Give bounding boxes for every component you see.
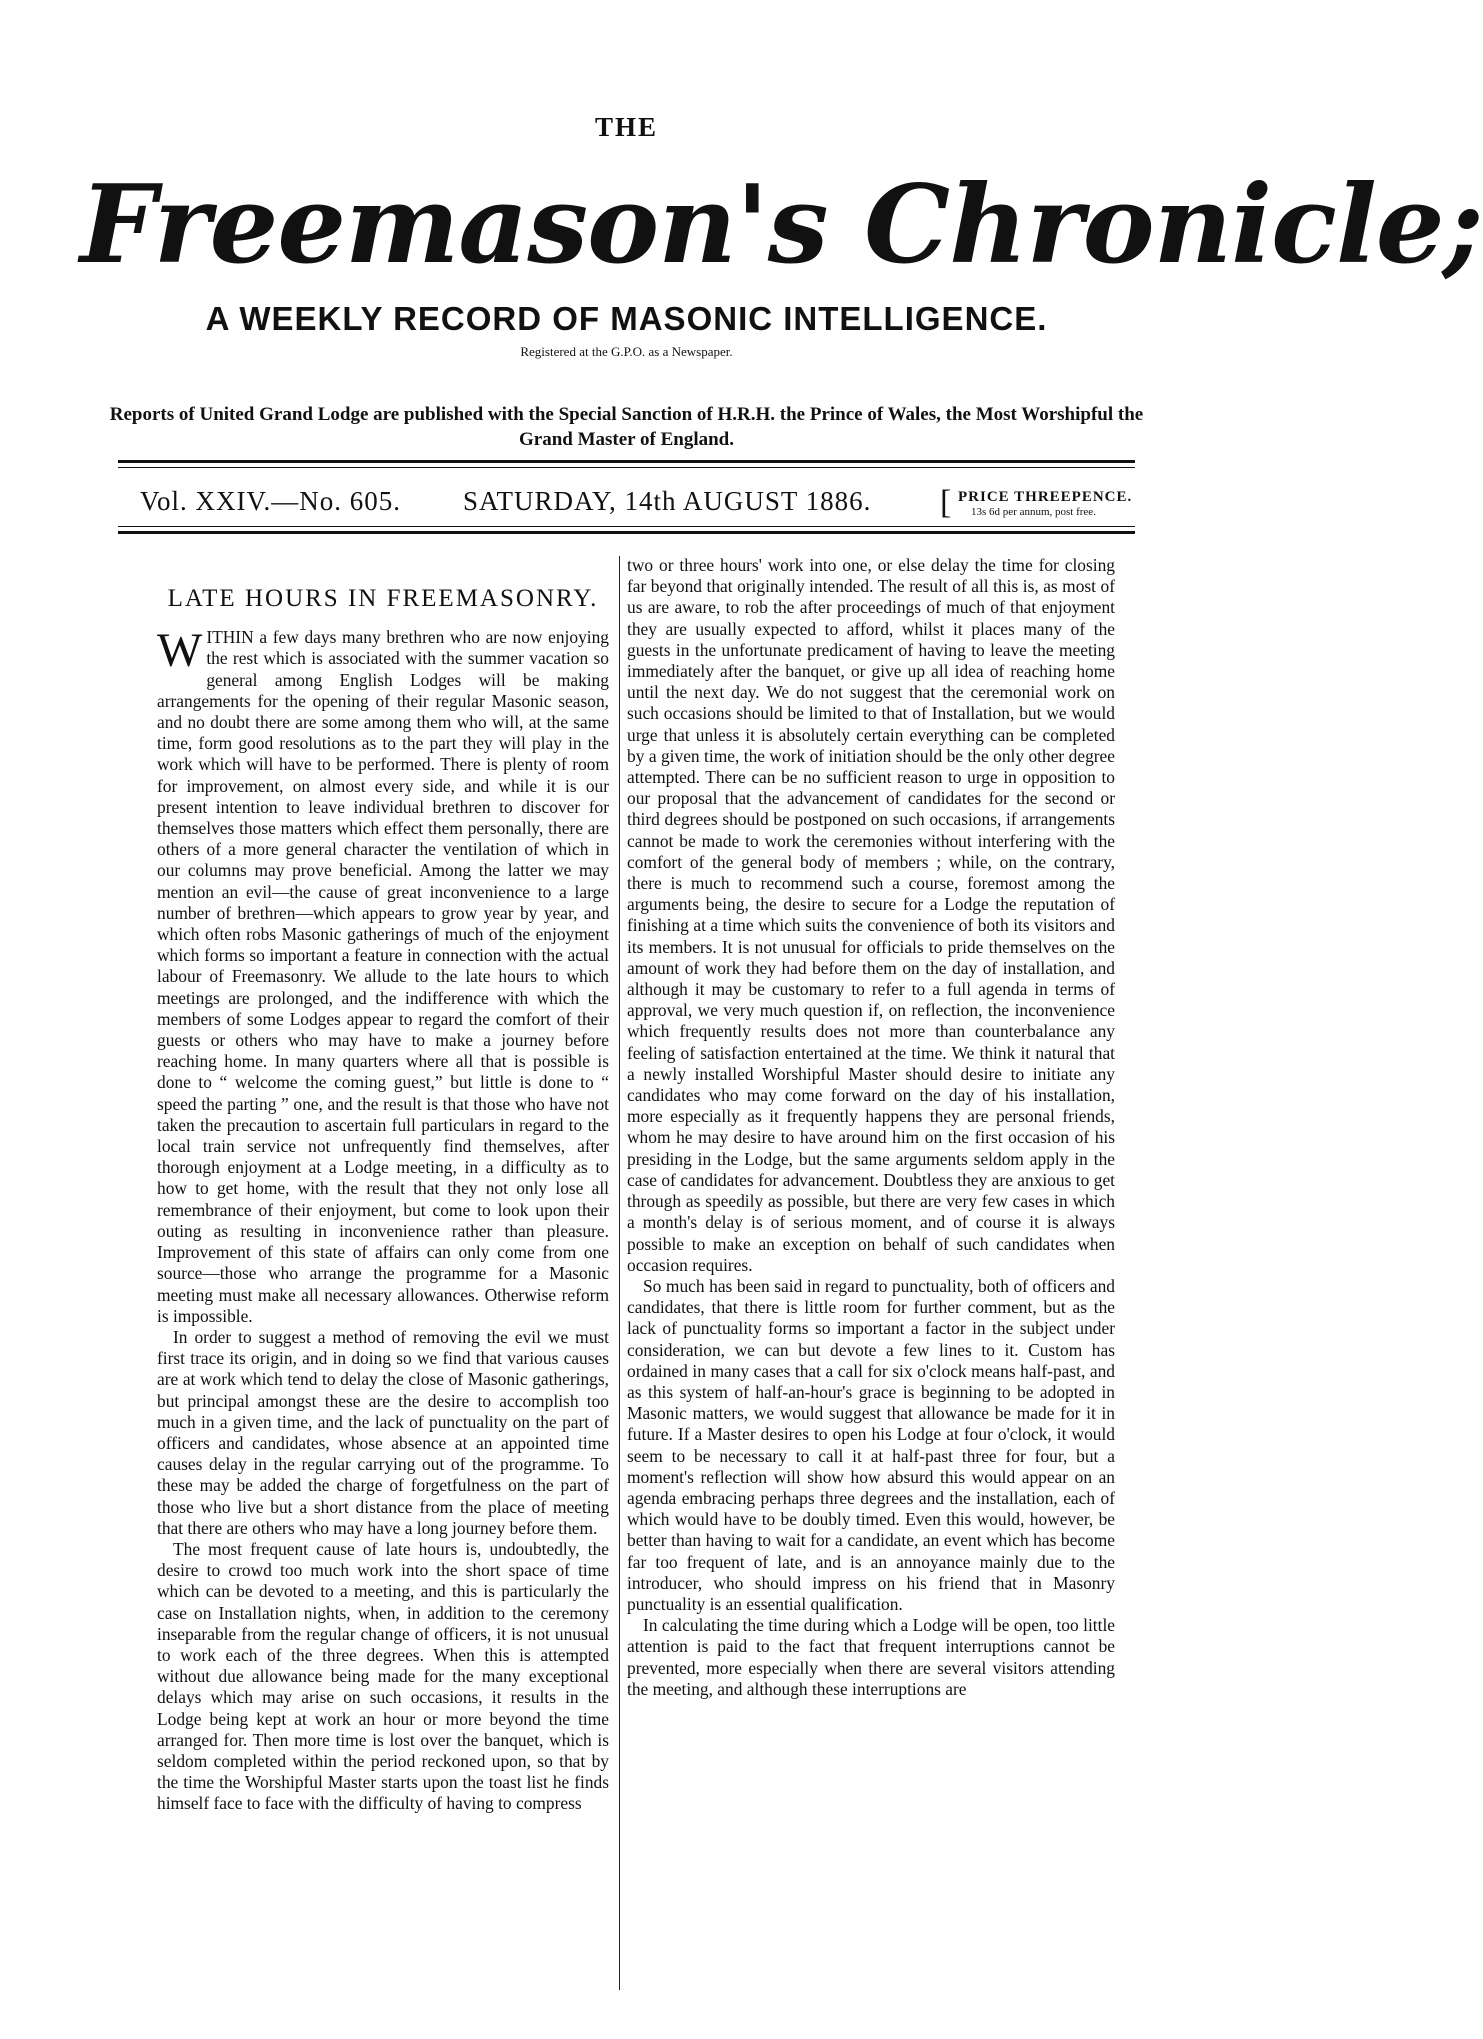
article-paragraph: In calculating the time during which a Lodge will be open, too little attention is paid to the fact that frequent interruptions cannot be prevented, more especially when there are several visitors attending the meeting, and although these interruptions are bbox=[627, 1615, 1115, 1699]
drop-cap: W bbox=[157, 624, 203, 678]
issue-rule-thin bbox=[118, 526, 1135, 527]
masthead-rule-thick bbox=[118, 460, 1135, 463]
article-headline: LATE HOURS IN FREEMASONRY. bbox=[167, 585, 599, 612]
registration-note: Registered at the G.P.O. as a Newspaper. bbox=[520, 344, 733, 359]
article-paragraph: two or three hours' work into one, or else delay the time for closing far beyond that originally intended. The result of all this is, as most of us are aware, to rob the after proceedings of much of that enjoyment they are usually expected to afford, whilst it places many of the guests in the unfortunate predicament of having to leave the meeting immediately after the banquet, or give up all idea of reaching home until the next day. We do not suggest that the ceremonial work on such occasions should be limited to that of Installation, but we would urge that unless it is absolutely certain everything can be completed by a given time, the work of initiation should be the only other degree attempted. There can be no sufficient reason to urge in opposition to our proposal that the advancement of candidates for the second or third degrees should be postponed on such occasions, if arrangements cannot be made to work the ceremonies without interfering with the comfort of the general body of members ; while, on the contrary, there is much to recommend such a course, foremost among the arguments being, the desire to secure for a Lodge the reputation of finishing at a time which suits the convenience of both its visitors and its members. It is not unusual for officials to pride themselves on the amount of work they had before them on the day of installation, and although it may be customary to refer to a full agenda in terms of approval, we very much question if, on reflection, the inconvenience which frequently results does not more than counterbalance any feeling of satisfaction entertained at the time. We think it natural that a newly installed Worshipful Master should desire to initiate any candidates who may come forward on the day of his installation, more especially as it frequently happens they are personal friends, whom he may desire to have around him on the first occasion of his presiding in the Lodge, but the same arguments seldom apply in the case of candidates for advancement. Doubtless they are anxious to get through as speedily as possible, but there are very few cases in which a month's delay is of serious moment, and of course it is always possible to make an exception on behalf of such candidates when occasion requires. bbox=[627, 555, 1115, 1275]
column-divider bbox=[619, 556, 620, 1990]
masthead-subtitle: A WEEKLY RECORD OF MASONIC INTELLIGENCE. bbox=[205, 300, 1048, 337]
article-column-1 bbox=[157, 555, 609, 1815]
issue-rule-thick bbox=[118, 531, 1135, 534]
article-column-2 bbox=[627, 555, 1115, 1700]
issue-price: PRICE THREEPENCE. bbox=[958, 489, 1133, 505]
paragraph-text: ITHIN a few days many brethren who are now enjoying the rest which is associated with the summer vacation so general among English Lodges will be making arrangements for the opening of their regular Masonic season, and no doubt there are some among them who will, at the same time, form good resolutions as to the part they will play in the work which will have to be performed. There is plenty of room for improvement, on almost every side, and while it is our present intention to leave individual brethren to discover for themselves those matters which effect them personally, there are others of a more general character the ventilation of which in our columns may prove beneficial. Among the latter we may mention an evil—the cause of great inconvenience to a large number of brethren—which appears to grow year by year, and which often robs Masonic gatherings of much of the enjoyment which forms so important a feature in connection with the actual labour of Freemasonry. We allude to the late hours to which meetings are prolonged, and the indifference with which the members of some Lodges appear to regard the comfort of their guests or others who may have to make a journey before reaching home. In many quarters where all that is possible is done to “ welcome the coming guest,” but little is done to “ speed the parting ” one, and the result is that those who have not taken the precaution to ascertain full particulars in regard to the local train service not unfrequently find themselves, after thorough enjoyment at a Lodge meeting, in a difficulty as to how to get home, with the result that they not only lose all remembrance of their enjoyment, but come to look upon their outing as resulting in inconvenience rather than pleasure. Improvement of this state of affairs can only come from one source—those who arrange the programme for a Masonic meeting must make all necessary allowances. Otherwise reform is impossible. bbox=[157, 627, 609, 1326]
article-paragraph bbox=[157, 624, 609, 1327]
article-paragraph: So much has been said in regard to punctuality, both of officers and candidates, that there is little room for further comment, but as the lack of punctuality forms so important a factor in the subject under consideration, we can but devote a few lines to it. Custom has ordained in many cases that a call for six o'clock means half-past, and as this system of half-an-hour's grace is beginning to be adopted in Masonic matters, we would suggest that allowance be made for it in future. If a Master desires to open his Lodge at four o'clock, it would seem to be necessary to call it at half-past three for four, but a moment's reflection will show how absurd this would appear on an agenda embracing perhaps three degrees and the installation, each of which would have to be doubly timed. Even this would, however, be better than having to wait for a candidate, an event which has become far too frequent of late, and is an annoyance mainly due to the introducer, who should impress on his friend that in Masonry punctuality is an essential qualification. bbox=[627, 1275, 1115, 1614]
article-paragraph: In order to suggest a method of removing the evil we must first trace its origin, and in doing so we find that various causes are at work which tend to delay the close of Masonic gatherings, but principal amongst these are the desire to accomplish too much in a given time, and the lack of punctuality on the part of officers and candidates, whose absence at an appointed time causes delay in the regular carrying out of the programme. To these may be added the charge of forgetfulness on the part of those who live but a short distance from the place of meeting that there are others who may have a long journey before them. bbox=[157, 1326, 609, 1538]
price-bracket: [ bbox=[940, 484, 952, 521]
issue-line bbox=[118, 486, 1135, 526]
volume-number: Vol. XXIV.—No. 605. bbox=[140, 486, 402, 516]
masthead-rule-thin bbox=[118, 467, 1135, 468]
issue-date: SATURDAY, 14th AUGUST 1886. bbox=[463, 486, 872, 516]
masthead-the: THE bbox=[594, 112, 659, 142]
grand-lodge-notice: Reports of United Grand Lodge are published with the Special Sanction of H.R.H. the Prince of Wales, the Most Worshipful the Grand Master of England. bbox=[109, 404, 1144, 450]
masthead-title: Freemason's Chronicle; bbox=[80, 162, 1483, 288]
article-paragraph: The most frequent cause of late hours is, undoubtedly, the desire to crowd too much work into the short space of time which can be devoted to a meeting, and this is particularly the case on Installation nights, when, in addition to the ceremony inseparable from the regular change of officers, it is not unusual to work each of the three degrees. When this is attempted without due allowance being made for the many exceptional delays which may arise on such occasions, it results in the Lodge being kept at work an hour or more beyond the time arranged for. Then more time is lost over the banquet, which is seldom completed within the period reckoned upon, so that by the time the Worshipful Master starts upon the toast list he finds himself face to face with the difficulty of having to compress bbox=[157, 1538, 609, 1814]
annual-subscription: 13s 6d per annum, post free. bbox=[971, 506, 1096, 518]
